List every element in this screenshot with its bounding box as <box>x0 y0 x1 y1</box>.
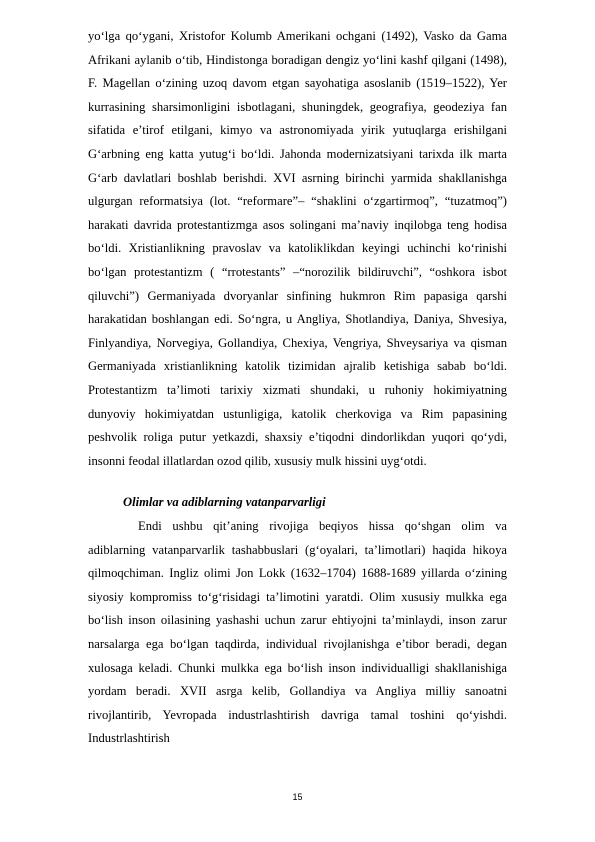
page-number: 15 <box>292 792 303 802</box>
body-paragraph-2: Endi ushbu qit’aning rivojiga beqiyos hissa qo‘shgan olim va adiblarning vatanparvarlik tashabbuslari (g‘oyalari, ta’limotlari) haqida hikoya qilmoqchiman. Ingliz olimi Jon Lokk (1632–1704) 1688-1689 yillarda o‘zining siyosiy kompromiss to‘g‘risidagi ta’limotini yaratdi. Olim xususiy mulkka ega bo‘lish inson oilasining yashashi uchun zarur ehtiyojni ta’minlaydi, inson zarur narsalarga ega bo‘lgan taqdirda, individual rivojlanishga e’tibor beradi, degan xulosaga keladi. Chunki mulkka ega bo‘lish inson individualligi shakllanishiga yordam beradi. XVII asrga kelib, Gollandiya va Angliya milliy sanoatni rivojlantirib, Yevropada industrlashtirish davriga tamal toshini qo‘yishdi. Industrlashtirish <box>88 519 507 746</box>
section-heading: Olimlar va adiblarning vatanparvarligi <box>123 495 326 509</box>
body-paragraph-1: yo‘lga qo‘ygani, Xristofor Kolumb Amerikani ochgani (1492), Vasko da Gama Afrikani aylanib o‘tib, Hindistonga boradigan dengiz yo‘lini kashf qilgani (1498), F. Magellan o‘zining uzoq davom etgan sayohatiga asoslanib (1519–1522), Yer kurrasining sharsimonligini isbotlagani, shuningdek, geografiya, geodeziya fan sifatida e’tirof etilgani, kimyo va astronomiyada yirik yutuqlarga erishilgani G‘arbning eng katta yutug‘i bo‘ldi. Jahonda modernizatsiyani tarixda ilk marta G‘arb davlatlari boshlab berishdi. XVI asrning birinchi yarmida shakllanishga ulgurgan reformatsiya (lot. “reformare”– “shaklini o‘zgartirmoq”, “tuzatmoq”) harakati davrida protestantizmga asos solingani ma’naviy inqilobga teng hodisa bo‘ldi. Xristianlikning pravoslav va katoliklikdan keyingi uchinchi ko‘rinishi bo‘lgan protestantizm ( “rrotestants” –“norozilik bildiruvchi”, “oshkora isbot qiluvchi”) Germaniyada dvoryanlar sinfining hukmron Rim papasiga qarshi harakatidan boshlangan edi. So‘ngra, u Angliya, Shotlandiya, Daniya, Shvesiya, Finlyandiya, Norvegiya, Gollandiya, Chexiya, Vengriya, Shveysariya va qisman Germaniyada xristianlikning katolik tizimidan ajralib ketishiga sabab bo‘ldi. Protestantizm ta’limoti tarixiy xizmati shundaki, u ruhoniy hokimiyatning dunyoviy hokimiyatdan ustunligiga, katolik cherkoviga va Rim papasining peshvolik roliga putur yetkazdi, shaxsiy e’tiqodni dindorlikdan yuqori qo‘ydi, insonni feodal illatlardan ozod qilib, xususiy mulk hissini uyg‘otdi. <box>88 29 507 468</box>
